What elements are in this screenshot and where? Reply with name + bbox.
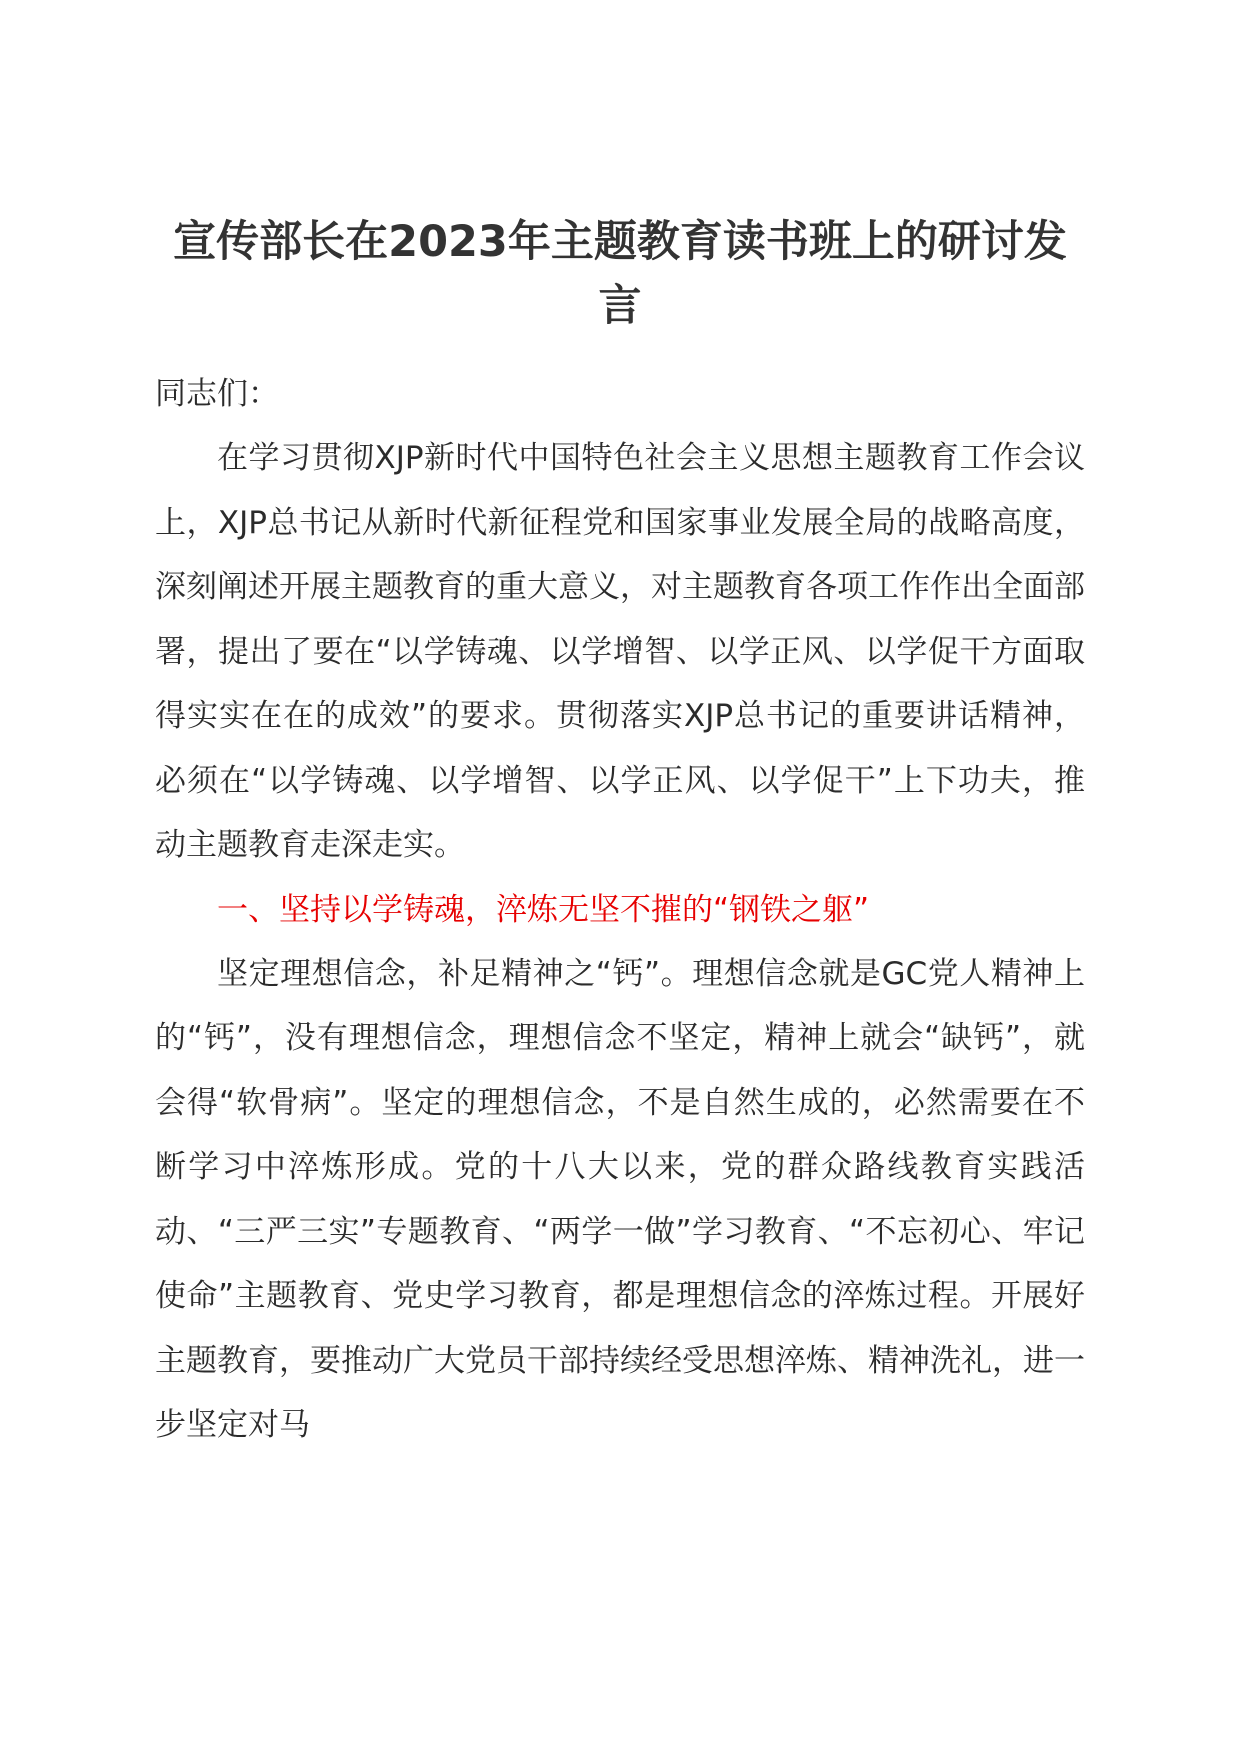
- document-page: [155, 210, 1085, 1458]
- section-heading: 一、坚持以学铸魂，淬炼无坚不摧的“钢铁之躯”: [217, 891, 870, 928]
- document-title: 宣传部长在2023年主题教育读书班上的研讨发言: [173, 217, 1067, 331]
- section-paragraph: 坚定理想信念，补足精神之“钙”。理想信念就是GC党人精神上的“钙”，没有理想信念，理想信念不坚定，精神上就会“缺钙”，就会得“软骨病”。坚定的理想信念，不是自然生成的，必然需要在不断学习中淬炼形成。党的十八大以来，党的群众路线教育实践活动、“三严三实”专题教育、“两学一做”学习教育、“不忘初心、牢记使命”主题教育、党史学习教育，都是理想信念的淬炼过程。开展好主题教育，要推动广大党员干部持续经受思想淬炼、精神洗礼，进一步坚定对马: [155, 955, 1085, 1443]
- greeting: 同志们：: [155, 376, 279, 412]
- intro-paragraph: 在学习贯彻XJP新时代中国特色社会主义思想主题教育工作会议上，XJP总书记从新时代新征程党和国家事业发展全局的战略高度，深刻阐述开展主题教育的重大意义，对主题教育各项工作作出全面部署，提出了要在“以学铸魂、以学增智、以学正风、以学促干方面取得实实在在的成效”的要求。贯彻落实XJP总书记的重要讲话精神，必须在“以学铸魂、以学增智、以学正风、以学促干”上下功夫，推动主题教育走深走实。: [155, 440, 1085, 863]
